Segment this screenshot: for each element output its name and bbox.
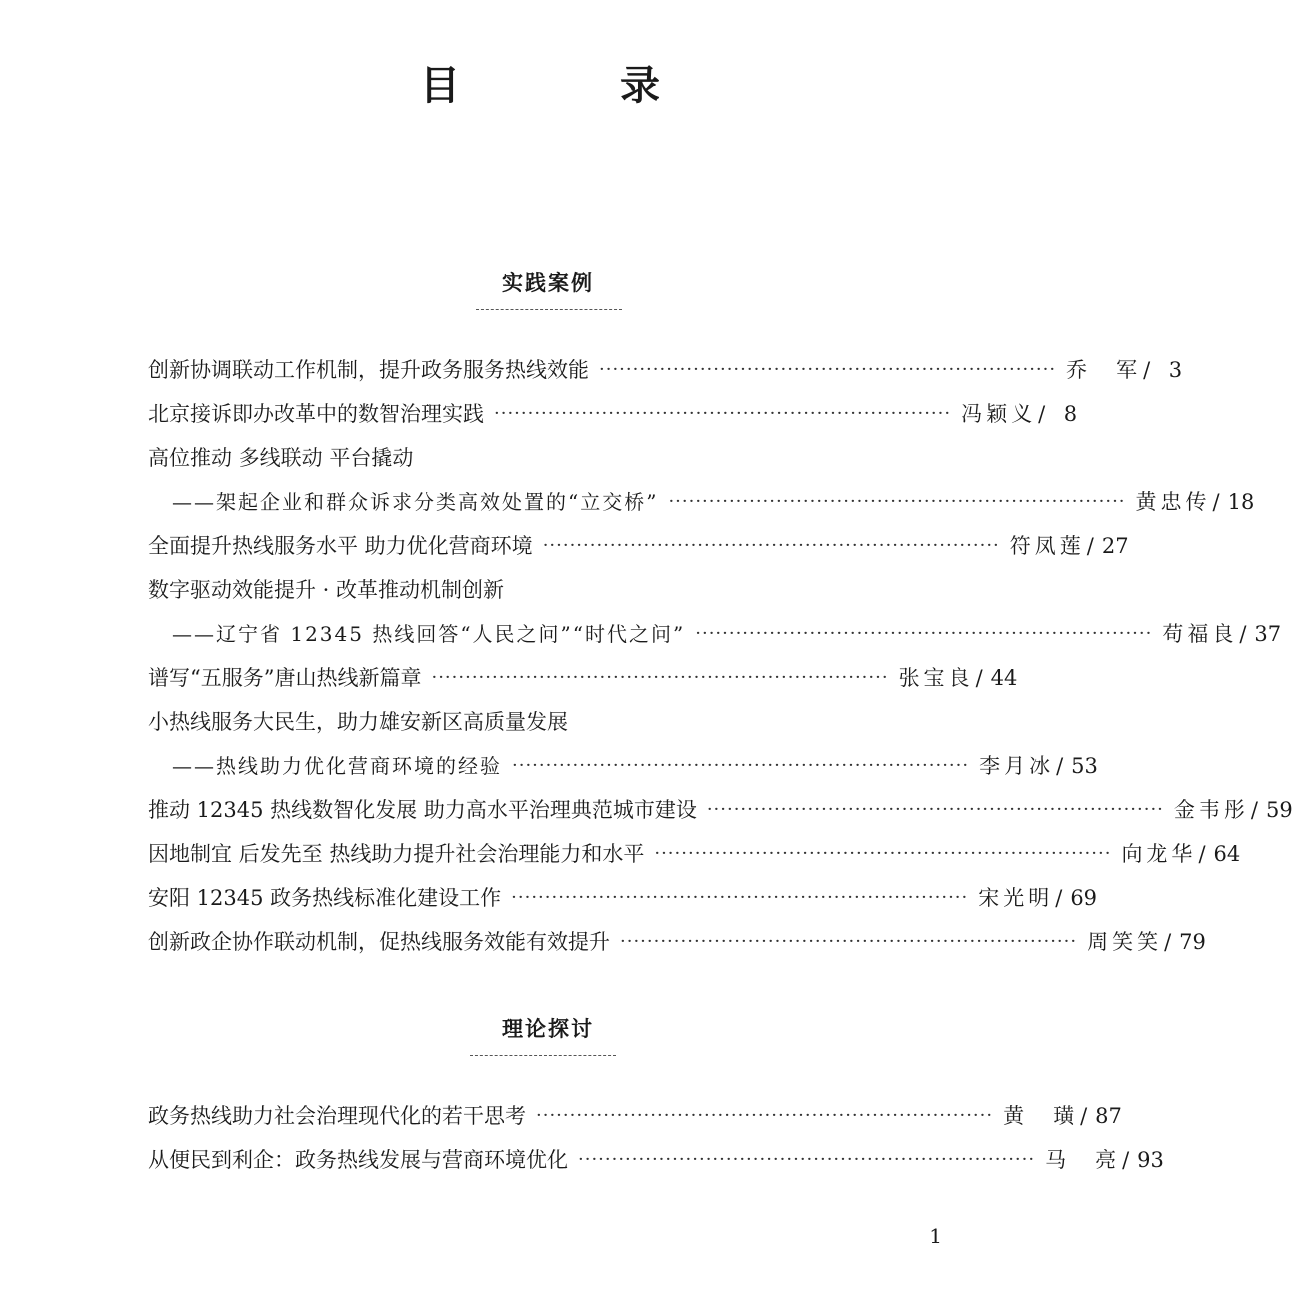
toc-entry[interactable] xyxy=(148,920,1206,964)
toc-entry[interactable] xyxy=(148,876,1098,920)
section-heading-practice: 实践案例 xyxy=(502,271,594,295)
toc-entry-author: 苟福良 xyxy=(1162,622,1238,646)
toc-entry-author: 冯颖义 xyxy=(961,402,1037,426)
toc-entry-author: 向龙华 xyxy=(1121,842,1197,866)
toc-entry-page: 87 xyxy=(1095,1104,1122,1128)
separator-slash: / xyxy=(1086,534,1094,558)
toc-entry[interactable] xyxy=(148,524,1129,568)
toc-entry-author: 金韦彤 xyxy=(1173,798,1249,822)
toc-entry-page: 64 xyxy=(1213,842,1241,866)
toc-entry-author: 乔 军 xyxy=(1066,358,1142,382)
toc-entry-title: 推动 12345 热线数智化发展 助力高水平治理典范城市建设 xyxy=(148,798,697,822)
dot-leader: ···································································· xyxy=(431,667,889,688)
dot-leader: ···································································· xyxy=(668,491,1126,512)
toc-entry-page: 3 xyxy=(1168,358,1183,382)
section-heading-theory: 理论探讨 xyxy=(502,1017,594,1041)
dot-leader: ···································································· xyxy=(654,843,1112,864)
toc-entry[interactable] xyxy=(148,392,1078,436)
dot-leader: ···································································· xyxy=(511,887,969,908)
toc-entry-author: 黄 璜 xyxy=(1003,1104,1079,1128)
toc-entry-page: 79 xyxy=(1179,930,1206,954)
toc-entry-page: 27 xyxy=(1101,534,1129,558)
toc-entry[interactable] xyxy=(148,700,944,744)
toc-entry[interactable] xyxy=(148,568,944,612)
toc-entry-author: 符凤莲 xyxy=(1009,534,1085,558)
dot-leader: ···································································· xyxy=(494,403,952,424)
toc-entry-subtitle-row[interactable] xyxy=(148,744,1098,788)
toc-entry-subtitle-row[interactable] xyxy=(148,612,1282,656)
toc-entry-title: 数字驱动效能提升 · 改革推动机制创新 xyxy=(148,578,505,602)
section-divider xyxy=(476,309,622,310)
toc-entry-author: 马 亮 xyxy=(1045,1148,1121,1172)
toc-entry-page: 18 xyxy=(1227,490,1255,514)
separator-slash: / xyxy=(1056,754,1064,778)
page-title: 目 录 xyxy=(420,62,720,109)
toc-entry-title: 谱写“五服务”唐山热线新篇章 xyxy=(148,666,422,690)
toc-entry-page: 59 xyxy=(1265,798,1293,822)
separator-slash: / xyxy=(1055,886,1063,910)
toc-entry-title: 因地制宜 后发先至 热线助力提升社会治理能力和水平 xyxy=(148,842,645,866)
toc-entry-title: 高位推动 多线联动 平台撬动 xyxy=(148,446,414,470)
toc-list-practice xyxy=(148,348,1293,964)
toc-entry-page: 44 xyxy=(990,666,1018,690)
separator-slash: / xyxy=(1239,622,1247,646)
toc-entry[interactable] xyxy=(148,1094,1122,1138)
page-number: 1 xyxy=(929,1224,942,1248)
dot-leader: ···································································· xyxy=(620,931,1078,952)
toc-entry-title: 全面提升热线服务水平 助力优化营商环境 xyxy=(148,534,533,558)
toc-entry-page: 8 xyxy=(1063,402,1078,426)
toc-entry-author: 李月冰 xyxy=(979,754,1055,778)
section-divider xyxy=(470,1055,616,1056)
dot-leader: ···································································· xyxy=(536,1105,994,1126)
dot-leader: ···································································· xyxy=(695,623,1153,644)
toc-entry-title: 安阳 12345 政务热线标准化建设工作 xyxy=(148,886,502,910)
dot-leader: ···································································· xyxy=(512,755,970,776)
toc-entry-subtitle: ——架起企业和群众诉求分类高效处置的“立交桥” xyxy=(172,490,659,514)
dot-leader: ···································································· xyxy=(706,799,1164,820)
toc-entry-author: 张宝良 xyxy=(898,666,974,690)
dot-leader: ···································································· xyxy=(599,359,1057,380)
toc-entry-subtitle: ——辽宁省 12345 热线回答“人民之问”“时代之问” xyxy=(172,622,686,646)
toc-entry-title: 创新政企协作联动机制，促热线服务效能有效提升 xyxy=(148,930,610,954)
dot-leader: ···································································· xyxy=(578,1149,1036,1170)
toc-entry-title: 北京接诉即办改革中的数智治理实践 xyxy=(148,402,484,426)
toc-entry-title: 小热线服务大民生，助力雄安新区高质量发展 xyxy=(148,710,568,734)
toc-entry-author: 黄忠传 xyxy=(1135,490,1211,514)
separator-slash: / xyxy=(1122,1148,1130,1172)
toc-entry[interactable] xyxy=(148,832,1241,876)
toc-entry-title: 从便民到利企：政务热线发展与营商环境优化 xyxy=(148,1148,568,1172)
toc-entry-subtitle: ——热线助力优化营商环境的经验 xyxy=(172,754,502,778)
separator-slash: / xyxy=(1080,1104,1088,1128)
toc-entry-author: 周笑笑 xyxy=(1087,930,1163,954)
separator-slash: / xyxy=(1164,930,1172,954)
separator-slash: / xyxy=(975,666,983,690)
separator-slash: / xyxy=(1198,842,1206,866)
toc-entry-page: 53 xyxy=(1071,754,1098,778)
toc-entry-author: 宋光明 xyxy=(978,886,1054,910)
toc-entry-title: 政务热线助力社会治理现代化的若干思考 xyxy=(148,1104,526,1128)
separator-slash: / xyxy=(1250,798,1258,822)
toc-list-theory xyxy=(148,1094,1164,1182)
toc-entry[interactable] xyxy=(148,1138,1164,1182)
separator-slash: / xyxy=(1038,402,1046,426)
toc-entry-page: 93 xyxy=(1137,1148,1164,1172)
toc-entry-page: 37 xyxy=(1254,622,1282,646)
toc-entry-subtitle-row[interactable] xyxy=(148,480,1255,524)
toc-entry[interactable] xyxy=(148,436,944,480)
toc-entry-page: 69 xyxy=(1070,886,1098,910)
toc-entry[interactable] xyxy=(148,348,1183,392)
separator-slash: / xyxy=(1212,490,1220,514)
separator-slash: / xyxy=(1143,358,1151,382)
dot-leader: ···································································· xyxy=(542,535,1000,556)
toc-entry[interactable] xyxy=(148,656,1018,700)
toc-entry[interactable] xyxy=(148,788,1293,832)
toc-entry-title: 创新协调联动工作机制，提升政务服务热线效能 xyxy=(148,358,589,382)
